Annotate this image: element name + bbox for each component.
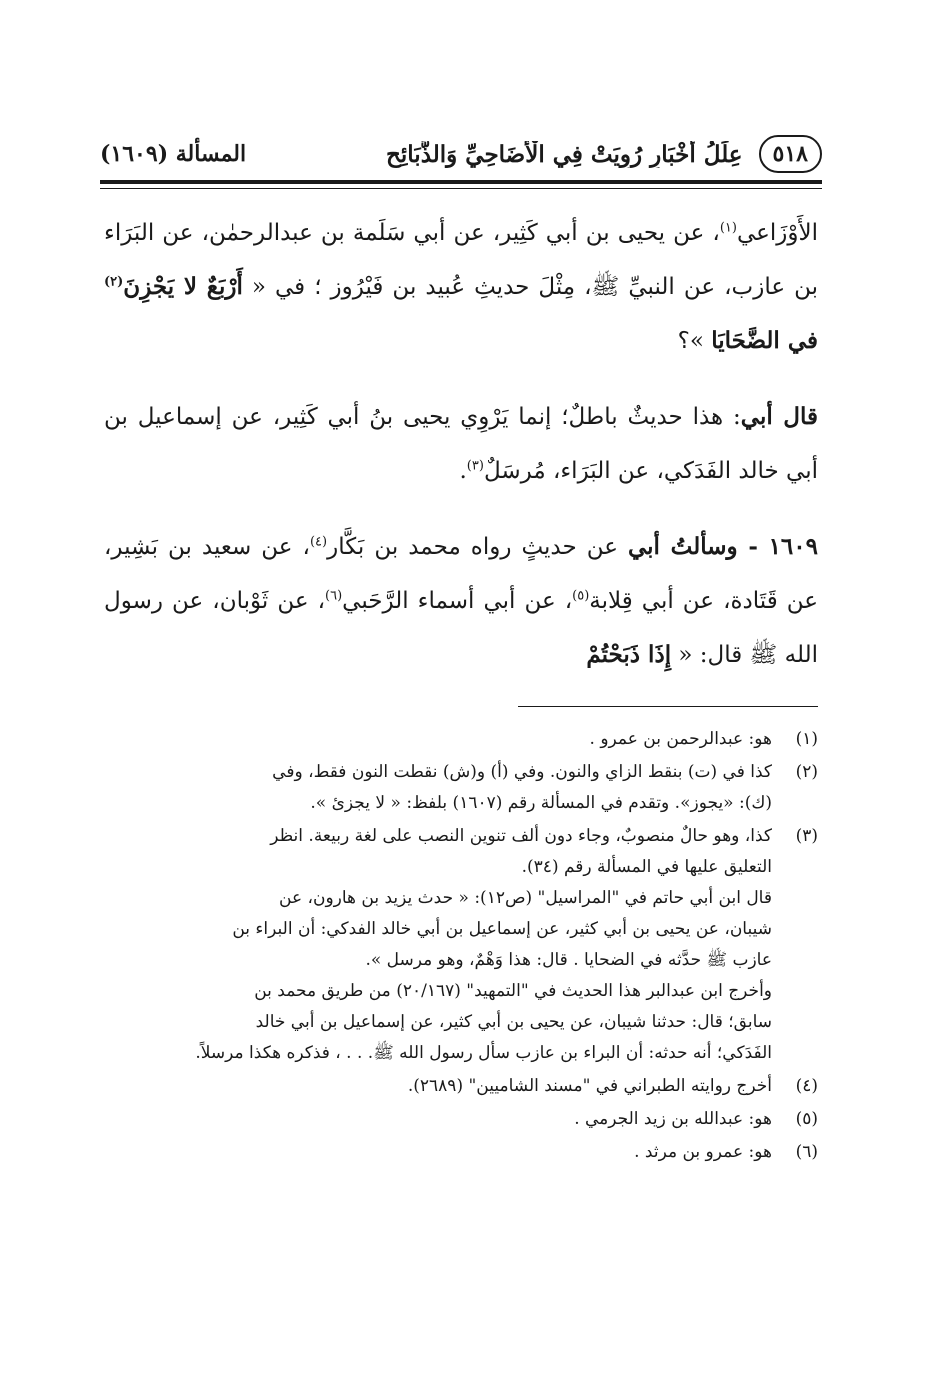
footnote-body xyxy=(104,724,772,755)
footnote-line: عازب ﷺ حدَّثه في الضحايا . قال: هذا وَهْمٌ، وهو مرسل ». xyxy=(365,950,772,970)
hadith-opening-bold: إِذَا ذَبَحْتُمْ xyxy=(586,641,672,668)
footnote-line: هو: عبدالله بن زيد الجرمي . xyxy=(574,1109,772,1129)
footnote-body xyxy=(104,1137,772,1168)
footnote-line: شيبان، عن يحيى بن أبي كثير، عن إسماعيل بن أبي خالد الفدكي: أن البراء بن xyxy=(232,919,772,939)
footnote-line: (ك): «يجوز». وتقدم في المسألة رقم (١٦٠٧) بلفظ: « لا يجزئ ». xyxy=(310,793,772,813)
footnote-separator xyxy=(518,706,818,707)
footnote-2 xyxy=(104,757,818,819)
footnote-body xyxy=(104,1104,772,1135)
footnote-line: هو: عبدالرحمن بن عمرو . xyxy=(589,729,772,749)
footnote-line: قال ابن أبي حاتم في "المراسيل" (ص١٢): « حدث يزيد بن هارون، عن xyxy=(279,888,772,908)
issue-heading-bold: ١٦٠٩ - وسألتُ أبي xyxy=(627,533,818,560)
footnote-line: الفَدَكي؛ أنه حدثه: أن البراء بن عازب سأل رسول الله ﷺ. . . ، فذكره هكذا مرسلاً. xyxy=(195,1043,772,1063)
header-rule-thick xyxy=(100,180,822,184)
p3-text-e: ، عن ثَوْبان، عن رسول الله ﷺ قال: « xyxy=(104,588,818,668)
footnote-4 xyxy=(104,1071,818,1102)
footnote-line: وأخرج ابن عبدالبر هذا الحديث في "التمهيد" (٢٠/١٦٧) من طريق محمد بن xyxy=(254,981,772,1001)
footnote-number: (٢) xyxy=(795,762,818,782)
p3-text-d: ، عن أبي أسماء الرَّحَبي xyxy=(342,588,573,614)
footnotes xyxy=(104,724,818,1170)
footnote-ref-5[interactable]: (٥) xyxy=(572,588,590,604)
paragraph-1 xyxy=(104,206,818,368)
footnote-body xyxy=(104,1071,772,1102)
footnote-line: سابق؛ قال: حدثنا شيبان، عن يحيى بن أبي كثير، عن إسماعيل بن أبي خالد xyxy=(255,1012,772,1032)
footnote-line: هو: عمرو بن مرثد . xyxy=(634,1142,772,1162)
footnote-ref-6[interactable]: (٦) xyxy=(325,588,343,604)
footnote-ref-3[interactable]: (٣) xyxy=(466,458,484,474)
footnote-6 xyxy=(104,1137,818,1168)
header-rule-thin xyxy=(100,188,822,189)
p1-text-b: ، عن يحيى بن أبي كَثِير، عن أبي سَلَمة بن عبدالرحمٰن، عن البَرَاء بن عازب، عن النبيِّ ﷺ، مِثْلَ حديثِ عُبيد بن فَيْرُوز ؛ في « xyxy=(104,220,818,300)
footnote-line: أخرج روايته الطبراني في "مسند الشاميين" (٢٦٨٩). xyxy=(407,1076,772,1096)
footnote-ref-4[interactable]: (٤) xyxy=(309,534,328,550)
footnote-line: كذا، وهو حالٌ منصوبٌ، وجاء دون ألف تنوين النصب على لغة ربيعة. انظر xyxy=(270,826,772,846)
p1-text-e: »؟ xyxy=(677,328,712,354)
footnote-number: (٣) xyxy=(795,826,818,846)
footnote-line: كذا في (ت) بنقط الزاي والنون. وفي (أ) و(ش) نقطت النون فقط، وفي xyxy=(272,762,772,782)
p2-text-b: : هذا حديثٌ باطلٌ؛ إنما يَرْوِي يحيى بنُ أبي كَثِير، عن إسماعيل بن أبي خالد الفَدَكي، عن البَرَاء، مُرسَلٌ xyxy=(104,404,818,484)
p3-text-c: ، عن سعيد بن بَشِير، عن قَتَادة، عن أبي قِلابة xyxy=(104,534,818,614)
footnote-number: (٤) xyxy=(795,1076,818,1096)
p3-text-b: عن حديثٍ رواه محمد بن بَكَّار xyxy=(327,534,628,560)
footnote-line: التعليق عليها في المسألة رقم (٣٤). xyxy=(521,857,772,877)
footnote-number: (١) xyxy=(795,729,818,749)
footnote-1 xyxy=(104,724,818,755)
footnote-body xyxy=(104,821,772,1069)
paragraph-2 xyxy=(104,390,818,498)
hadith-text-bold-2: في الضَّحَايَا xyxy=(711,327,818,354)
footnote-3 xyxy=(104,821,818,1069)
p2-text-c: . xyxy=(459,458,467,484)
paragraph-3 xyxy=(104,520,818,682)
running-header xyxy=(100,132,822,176)
hadith-text-bold: أَرْبَعٌ لا يَجْزِنَ xyxy=(123,273,243,300)
main-text xyxy=(104,206,818,682)
p1-text-a: الأَوْزَاعي xyxy=(736,220,818,246)
chapter-title: عِلَلُ أَخْبَارٍ رُوِيَتْ فِي الْأَضَاحِيِّ وَالذَّبَائِحِ xyxy=(386,140,743,168)
footnote-number: (٥) xyxy=(795,1109,818,1129)
footnote-ref-2[interactable]: (٢) xyxy=(104,274,124,290)
footnote-number: (٦) xyxy=(795,1142,818,1162)
issue-number: المسألة (١٦٠٩) xyxy=(100,141,247,167)
qala-abi-bold: قال أبي xyxy=(740,403,818,430)
footnote-body xyxy=(104,757,772,819)
footnote-5 xyxy=(104,1104,818,1135)
footnote-ref-1[interactable]: (١) xyxy=(719,220,737,236)
page-number: ٥١٨ xyxy=(759,135,822,173)
